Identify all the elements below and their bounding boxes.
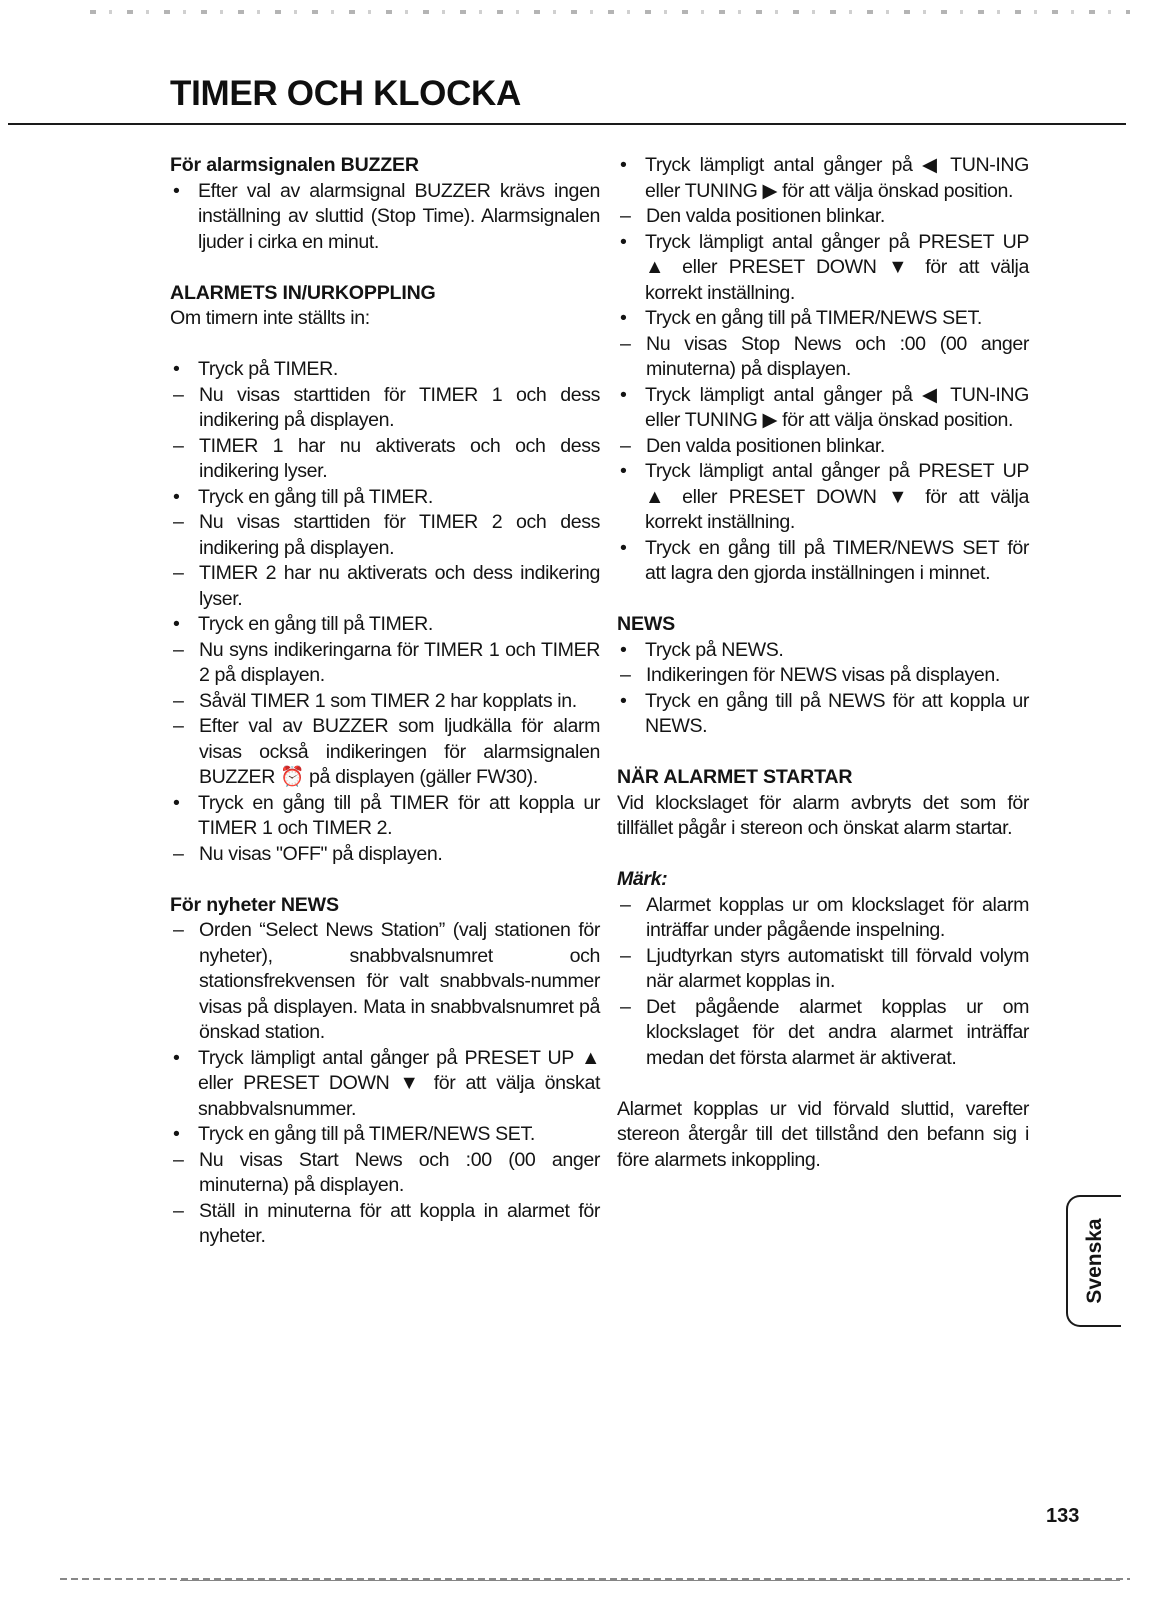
item-text: Nu visas starttiden för TIMER 2 och dess indikering på displayen.: [199, 511, 600, 559]
page-number: 133: [1046, 1505, 1080, 1527]
item-text: TIMER 1 har nu aktiverats och och dess indikering lyser.: [199, 434, 600, 482]
dash-mark: –: [620, 434, 631, 457]
dash-item: [170, 1199, 600, 1250]
bullet-mark: •: [173, 613, 180, 635]
dash-mark: –: [173, 1199, 184, 1222]
item-text: Den valda positionen blinkar.: [646, 434, 885, 457]
item-text: Orden “Select News Station” (valj stationen för nyheter), snabbvalsnumret och stationsfrekvensen för valt snabbvals-nummer visas på displayen. Mata in snabbvalsnumret på önskad station.: [199, 919, 600, 1043]
bullet-mark: •: [620, 536, 627, 559]
item-text: Nu syns indikeringarna för TIMER 1 och TIMER 2 på displayen.: [199, 638, 600, 686]
bullet-mark: •: [620, 689, 627, 712]
item-text: Indikeringen för NEWS visas på displayen.: [646, 664, 1000, 686]
item-text: Nu visas Start News och :00 (00 anger minuterna) på displayen.: [199, 1148, 600, 1196]
paragraph-gap: [170, 332, 600, 358]
dash-item: [617, 434, 1029, 460]
bullet-mark: •: [620, 638, 627, 661]
paragraph: Om timern inte ställts in:: [170, 307, 370, 329]
dash-item: [617, 893, 1029, 944]
dash-item: [170, 714, 600, 791]
language-tab: [1066, 1195, 1121, 1327]
dash-mark: –: [173, 715, 184, 737]
item-text: Tryck en gång till på TIMER.: [198, 613, 433, 635]
dash-item: [170, 383, 600, 434]
item-text: Det pågående alarmet kopplas ur om klockslaget för det andra alarmet inträffar medan det första alarmet är aktiverat.: [646, 995, 1029, 1069]
bullet-item: [617, 459, 1029, 536]
dash-mark: –: [173, 511, 184, 533]
item-text: Tryck en gång till på NEWS för att koppla ur NEWS.: [645, 689, 1029, 737]
paragraph-gap: [170, 867, 600, 893]
dash-item: [617, 944, 1029, 995]
item-text: Tryck en gång till på TIMER för att koppla ur TIMER 1 och TIMER 2.: [198, 791, 600, 839]
item-text: Tryck en gång till på TIMER/NEWS SET.: [198, 1123, 535, 1145]
paragraph-gap: [617, 1071, 1029, 1097]
bullet-item: [617, 230, 1029, 307]
left-column: [170, 153, 600, 1250]
bullet-item: [617, 689, 1029, 740]
dash-mark: –: [173, 689, 184, 712]
dash-mark: –: [173, 1148, 184, 1171]
dash-item: [170, 842, 600, 868]
item-text: Tryck en gång till på TIMER/NEWS SET för att lagra den gjorda inställningen i minnet.: [645, 536, 1029, 584]
item-text: Tryck lämpligt antal gånger på PRESET UP ▲ eller PRESET DOWN ▼ för att välja önskat snabbvalsnummer.: [198, 1046, 600, 1120]
scan-speckle-top: [90, 10, 1130, 14]
section-heading: För nyheter NEWS: [170, 893, 339, 916]
item-text: Alarmet kopplas ur om klockslaget för alarm inträffar under pågående inspelning.: [646, 893, 1029, 941]
dash-item: [617, 204, 1029, 230]
dash-item: [170, 1148, 600, 1199]
bullet-item: [170, 485, 600, 511]
dash-mark: –: [620, 664, 631, 686]
section-heading: NÄR ALARMET STARTAR: [617, 766, 853, 788]
paragraph: Alarmet kopplas ur vid förvald sluttid, varefter stereon återgår till det tillstånd den befann sig i före alarmets inkoppling.: [617, 1097, 1029, 1171]
dash-mark: –: [620, 944, 631, 967]
section-heading: NEWS: [617, 613, 675, 635]
dash-mark: –: [173, 638, 184, 661]
bullet-mark: •: [173, 1046, 180, 1069]
bullet-mark: •: [173, 485, 180, 508]
item-text: Tryck en gång till på TIMER.: [198, 485, 433, 508]
item-text: TIMER 2 har nu aktiverats och dess indikering lyser.: [199, 562, 600, 610]
dash-item: [170, 434, 600, 485]
bullet-item: [617, 638, 1029, 664]
item-text: Nu visas "OFF" på displayen.: [199, 842, 443, 865]
bullet-mark: •: [620, 230, 627, 253]
dash-item: [170, 918, 600, 1046]
note-heading: Märk:: [617, 868, 668, 890]
paragraph-gap: [617, 740, 1029, 766]
item-text: Ljudtyrkan styrs automatiskt till förvald volym när alarmet kopplas in.: [646, 944, 1029, 992]
paragraph-gap: [170, 255, 600, 281]
bullet-mark: •: [620, 460, 627, 482]
item-text: Ställ in minuterna för att koppla in alarmet för nyheter.: [199, 1199, 600, 1247]
dash-mark: –: [173, 383, 184, 406]
item-text: Tryck lämpligt antal gånger på ◀ TUN-ING eller TUNING ▶ för att välja önskad position.: [645, 154, 1029, 202]
bullet-mark: •: [173, 791, 180, 814]
bullet-item: [617, 536, 1029, 587]
page-title: TIMER OCH KLOCKA: [170, 74, 522, 113]
scan-rule-bottom: [180, 1580, 1120, 1581]
title-rule: [8, 123, 1126, 125]
paragraph: Vid klockslaget för alarm avbryts det som för tillfället pågår i stereon och önskat alarm startar.: [617, 791, 1029, 839]
item-text: Nu visas Stop News och :00 (00 anger minuterna) på displayen.: [646, 332, 1029, 380]
dash-mark: –: [620, 332, 631, 355]
dash-mark: –: [173, 562, 184, 584]
dash-item: [170, 561, 600, 612]
bullet-item: [617, 383, 1029, 434]
dash-item: [170, 638, 600, 689]
bullet-mark: •: [620, 307, 627, 329]
bullet-item: [170, 791, 600, 842]
language-tab-label: Svenska: [1082, 1218, 1106, 1304]
item-text: Såväl TIMER 1 som TIMER 2 har kopplats in.: [199, 689, 577, 712]
item-text: Efter val av alarmsignal BUZZER krävs ingen inställning av sluttid (Stop Time). Alarmsignalen ljuder i cirka en minut.: [198, 179, 600, 253]
bullet-item: [170, 357, 600, 383]
bullet-item: [617, 306, 1029, 332]
paragraph-gap: [617, 587, 1029, 613]
bullet-item: [170, 1046, 600, 1123]
dash-mark: –: [620, 995, 631, 1018]
bullet-mark: •: [620, 154, 627, 176]
right-column: [617, 153, 1029, 1173]
section-heading: För alarmsignalen BUZZER: [170, 154, 419, 176]
dash-mark: –: [620, 893, 631, 916]
bullet-item: [170, 612, 600, 638]
item-text: Tryck på TIMER.: [198, 358, 338, 380]
bullet-mark: •: [173, 1123, 180, 1145]
item-text: Tryck en gång till på TIMER/NEWS SET.: [645, 307, 982, 329]
bullet-mark: •: [620, 383, 627, 406]
bullet-mark: •: [173, 179, 180, 202]
bullet-mark: •: [173, 358, 180, 380]
bullet-item: [170, 179, 600, 256]
item-text: Den valda positionen blinkar.: [646, 205, 885, 227]
dash-item: [170, 689, 600, 715]
section-heading: ALARMETS IN/URKOPPLING: [170, 281, 436, 304]
dash-item: [617, 663, 1029, 689]
dash-mark: –: [173, 919, 184, 941]
item-text: Tryck lämpligt antal gånger på PRESET UP ▲ eller PRESET DOWN ▼ för att välja korrekt inställning.: [645, 460, 1029, 533]
bullet-item: [617, 153, 1029, 204]
dash-mark: –: [173, 434, 184, 457]
item-text: Tryck lämpligt antal gånger på PRESET UP ▲ eller PRESET DOWN ▼ för att välja korrekt inställning.: [645, 230, 1029, 304]
item-text: Tryck lämpligt antal gånger på ◀ TUN-ING eller TUNING ▶ för att välja önskad position.: [645, 383, 1029, 431]
item-text: Tryck på NEWS.: [645, 638, 784, 661]
item-text: Nu visas starttiden för TIMER 1 och dess indikering på displayen.: [199, 383, 600, 431]
dash-item: [170, 510, 600, 561]
dash-mark: –: [620, 205, 631, 227]
item-text: Efter val av BUZZER som ljudkälla för alarm visas också indikeringen för alarmsignalen BUZZER ⏰ på displayen (gäller FW30).: [199, 715, 600, 788]
bullet-item: [170, 1122, 600, 1148]
dash-item: [617, 995, 1029, 1072]
paragraph-gap: [617, 842, 1029, 868]
dash-mark: –: [173, 842, 184, 865]
dash-item: [617, 332, 1029, 383]
